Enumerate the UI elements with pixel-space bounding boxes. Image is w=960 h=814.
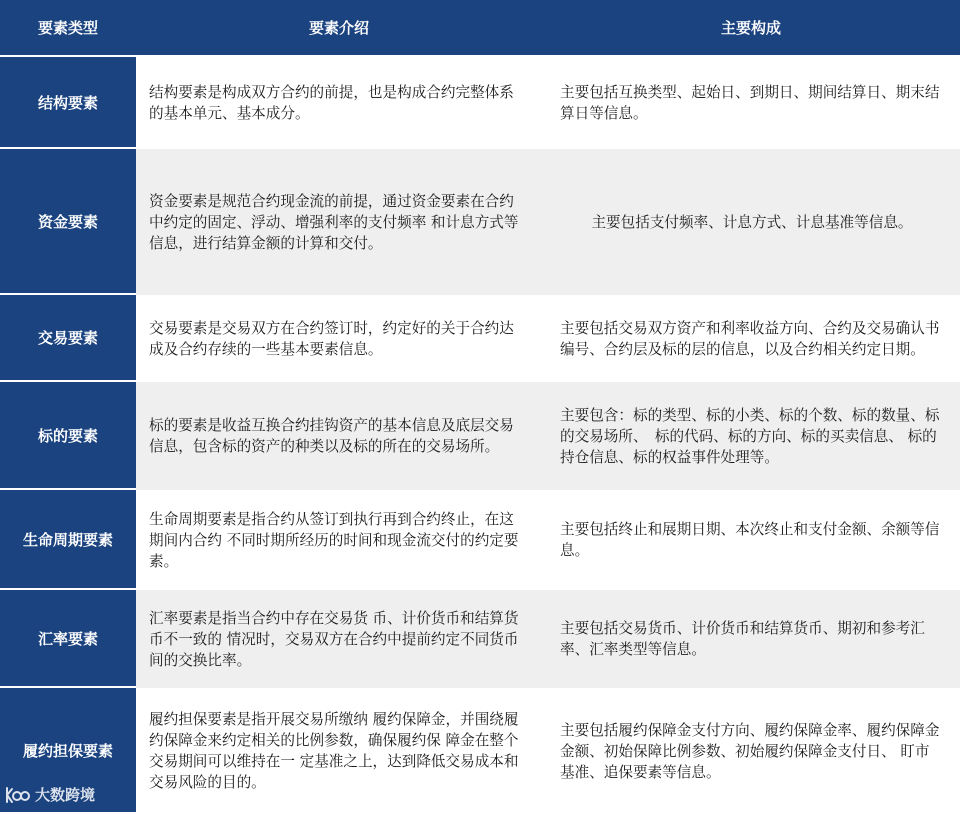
composition-cell: 主要包括互换类型、起始日、到期日、期间结算日、期末结算日等信息。: [542, 57, 960, 149]
watermark: [4, 784, 95, 805]
table-row: [0, 688, 960, 814]
table-row: [0, 382, 960, 490]
element-intro-cell: 交易要素是交易双方在合约签订时，约定好的关于合约达成及合约存续的一些基本要素信息。: [136, 295, 542, 382]
composition-cell: 主要包括交易货币、计价货币和结算货币、期初和参考汇率、汇率类型等信息。: [542, 590, 960, 688]
element-type-cell: 汇率要素: [0, 590, 136, 688]
element-intro-cell: 资金要素是规范合约现金流的前提，通过资金要素在合约中约定的固定、浮动、增强利率的支付频率 和计息方式等信息，进行结算金额的计算和交付。: [136, 149, 542, 295]
composition-cell: 主要包含：标的类型、标的小类、标的个数、标的数量、标的交易场所、 标的代码、标的方向、标的买卖信息、 标的持仓信息、标的权益事件处理等。: [542, 382, 960, 490]
header-main-composition: 主要构成: [542, 0, 960, 57]
composition-cell: 主要包括交易双方资产和利率收益方向、合约及交易确认书编号、合约层及标的层的信息，以及合约相关约定日期。: [542, 295, 960, 382]
element-type-cell: 履约担保要素: [0, 688, 136, 814]
composition-cell: 主要包括终止和展期日期、本次终止和支付金额、余额等信息。: [542, 490, 960, 590]
table-row: [0, 590, 960, 688]
composition-cell: 主要包括支付频率、计息方式、计息基准等信息。: [542, 149, 960, 295]
table-row: [0, 57, 960, 149]
table-row: [0, 295, 960, 382]
element-intro-cell: 生命周期要素是指合约从签订到执行再到合约终止，在这期间内合约 不同时期所经历的时间和现金流交付的约定要素。: [136, 490, 542, 590]
element-intro-cell: 履约担保要素是指开展交易所缴纳 履约保障金，并围绕履约保障金来约定相关的比例参数，确保履约保 障金在整个交易期间可以维持在一 定基准之上，达到降低交易成本和交易风险的目的。: [136, 688, 542, 814]
element-intro-cell: 标的要素是收益互换合约挂钩资产的基本信息及底层交易信息，包含标的资产的种类以及标的所在的交易场所。: [136, 382, 542, 490]
element-type-cell: 资金要素: [0, 149, 136, 295]
table-row: [0, 149, 960, 295]
table-header-row: [0, 0, 960, 57]
header-element-intro: 要素介绍: [136, 0, 542, 57]
element-type-cell: 交易要素: [0, 295, 136, 382]
brand-logo-icon: [4, 785, 30, 805]
table-row: [0, 490, 960, 590]
element-intro-cell: 结构要素是构成双方合约的前提，也是构成合约完整体系的基本单元、基本成分。: [136, 57, 542, 149]
watermark-text: 大数跨境: [35, 786, 96, 804]
element-type-cell: 生命周期要素: [0, 490, 136, 590]
element-type-cell: 结构要素: [0, 57, 136, 149]
element-intro-cell: 汇率要素是指当合约中存在交易货 币、计价货币和结算货币不一致的 情况时，交易双方在合约中提前约定不同货币间的交换比率。: [136, 590, 542, 688]
composition-cell: 主要包括履约保障金支付方向、履约保障金率、履约保障金金额、初始保障比例参数、初始履约保障金支付日、 盯市基准、追保要素等信息。: [542, 688, 960, 814]
header-element-type: 要素类型: [0, 0, 136, 57]
element-type-cell: 标的要素: [0, 382, 136, 490]
